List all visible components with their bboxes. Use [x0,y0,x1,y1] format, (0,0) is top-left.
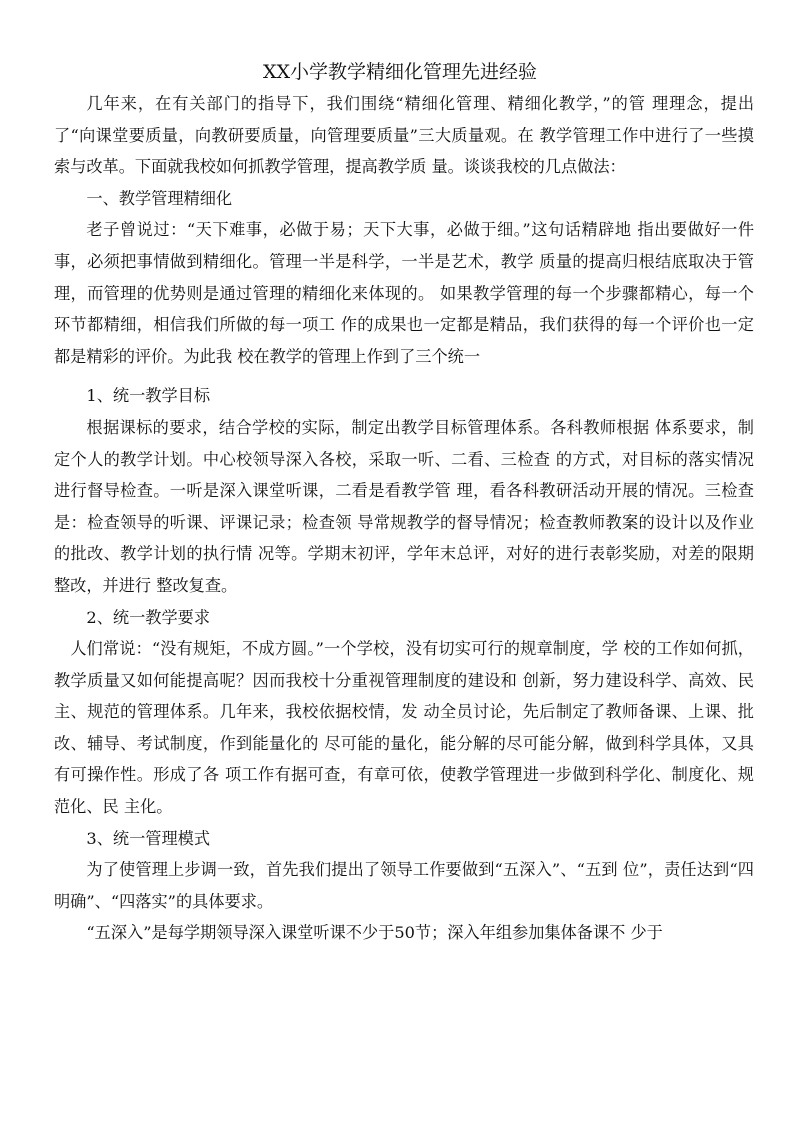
subheading-1: 1、统一教学目标 [86,386,211,406]
document-title: XX小学教学精细化管理先进经验 [262,61,538,83]
subsection-1-paragraph: 根据课标的要求，结合学校的实际，制定出教学目标管理体系。各科教师根据 体系要求，制定个人的教学计划。中心校领导深入各校，采取一听、二看、三检查 的方式，对目标的落实情况进行督导检查。一听是深入课堂听课，二看是看教学管 理，看各科教研活动开展的情况。三检查是：检查领导的听课、评课记录；检查领 导常规教学的督导情况；检查教师教案的设计以及作业的批改、教学计划的执行情 况等。学期末初评，学年末总评，对好的进行表彰奖励，对差的限期整改，并进行 整改复查。 [54,417,754,595]
subheading-3: 3、统一管理模式 [86,828,211,848]
subheading-2: 2、统一教学要求 [86,607,211,627]
document-body [54,88,754,949]
intro-paragraph: 几年来，在有关部门的指导下，我们围绕“精细化管理、精细化教学，”的管 理理念，提出了“向课堂要质量，向教研要质量，向管理要质量”三大质量观。在 教学管理工作中进行了一些摸索与改革。下面就我校如何抓教学管理，提高教学质 量。谈谈我校的几点做法： [54,94,754,177]
subsection-3-paragraph: 为了使管理上步调一致，首先我们提出了领导工作要做到“五深入”、“五到 位”，责任达到“四明确”、“四落实”的具体要求。 [54,860,754,911]
spacer [54,372,754,380]
subsection-3-paragraph-2: “五深入”是每学期领导深入课堂听课不少于50节；深入年组参加集体备课不 少于 [86,923,663,943]
section-1-paragraph: 老子曾说过：“天下难事，必做于易；天下大事，必做于细。”这句话精辟地 指出要做好一件事，必须把事情做到精细化。管理一半是科学，一半是艺术，教学 质量的提高归根结底取决于管理，而管理的优势则是通过管理的精细化来体现的。 如果教学管理的每一个步骤都精心，每一个环节都精细，相信我们所做的每一项工 作的成果也一定都是精品，我们获得的每一个评价也一定都是精彩的评价。为此我 校在教学的管理上作到了三个统一 [54,220,754,366]
subsection-2-paragraph: 人们常说：“没有规矩，不成方圆。”一个学校，没有切实可行的规章制度，学 校的工作如何抓，教学质量又如何能提高呢？因而我校十分重视管理制度的建设和 创新，努力建设科学、高效、民主、规范的管理体系。几年来，我校依据校情，发 动全员讨论，先后制定了教师备课、上课、批改、辅导、考试制度，作到能量化的 尽可能的量化，能分解的尽可能分解，做到科学具体，又具有可操作性。形成了各 项工作有据可查，有章可依，使教学管理进一步做到科学化、制度化、规范化、民 主化。 [54,639,754,817]
section-heading-1: 一、教学管理精细化 [86,188,233,208]
